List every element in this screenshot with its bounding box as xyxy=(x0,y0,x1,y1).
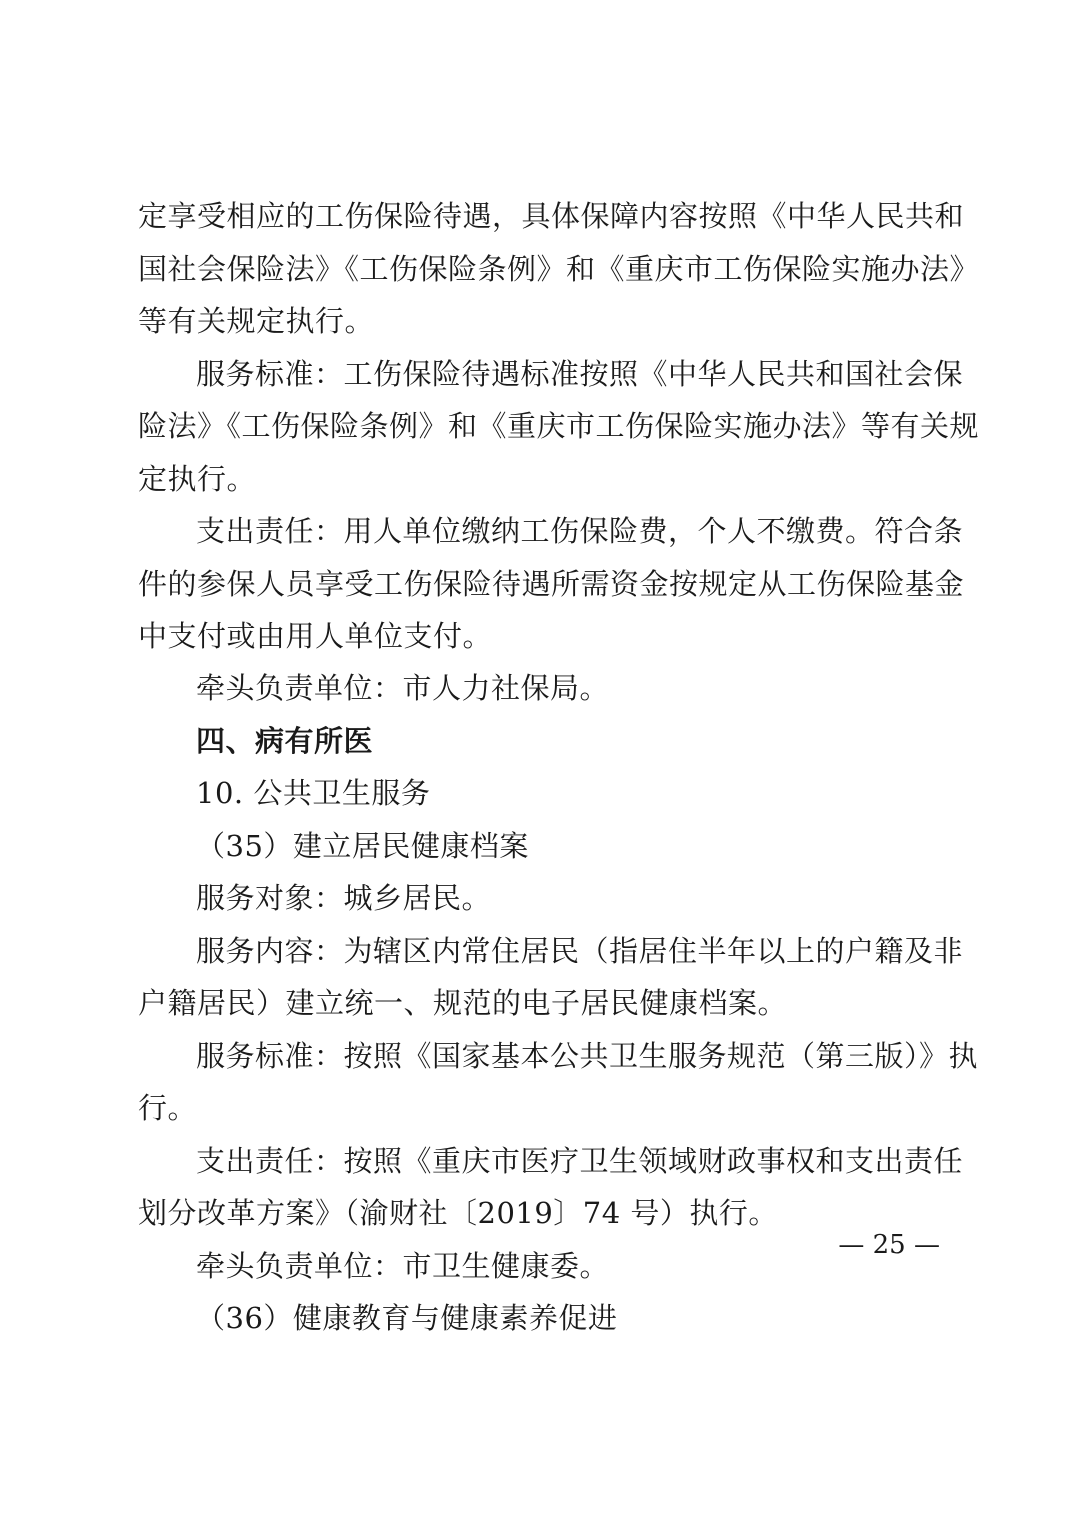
paragraph-line: 服务对象：城乡居民。 xyxy=(196,881,492,915)
paragraph-line: 中支付或由用人单位支付。 xyxy=(138,619,493,653)
paragraph-line: 牵头负责单位：市卫生健康委。 xyxy=(196,1249,610,1283)
paragraph-line: 行。 xyxy=(138,1091,198,1125)
paragraph-line: 险法》《工伤保险条例》和《重庆市工伤保险实施办法》等有关规 xyxy=(138,409,980,443)
paragraph-line: 件的参保人员享受工伤保险待遇所需资金按规定从工伤保险基金 xyxy=(138,567,965,601)
paragraph-line: 定享受相应的工伤保险待遇，具体保障内容按照《中华人民共和 xyxy=(138,199,965,233)
paragraph-line: 定执行。 xyxy=(138,462,257,496)
paragraph-line: 支出责任：用人单位缴纳工伤保险费，个人不缴费。符合条 xyxy=(196,514,964,548)
paragraph-line: 划分改革方案》（渝财社〔2019〕74 号）执行。 xyxy=(138,1196,778,1230)
paragraph-line: 国社会保险法》《工伤保险条例》和《重庆市工伤保险实施办法》 xyxy=(138,252,980,286)
paragraph-line: 牵头负责单位：市人力社保局。 xyxy=(196,671,610,705)
paragraph-line: 等有关规定执行。 xyxy=(138,304,375,338)
paragraph-line: 支出责任：按照《重庆市医疗卫生领域财政事权和支出责任 xyxy=(196,1144,964,1178)
paragraph-line: 服务内容：为辖区内常住居民（指居住半年以上的户籍及非 xyxy=(196,934,964,968)
item-title: （35）建立居民健康档案 xyxy=(196,829,529,863)
paragraph-line: 户籍居民）建立统一、规范的电子居民健康档案。 xyxy=(138,986,788,1020)
subsection-title: 10. 公共卫生服务 xyxy=(196,776,431,810)
paragraph-line: 服务标准：按照《国家基本公共卫生服务规范（第三版）》执 xyxy=(196,1039,979,1073)
page-number: — 25 — xyxy=(838,1230,940,1260)
paragraph-line: 服务标准：工伤保险待遇标准按照《中华人民共和国社会保 xyxy=(196,357,964,391)
section-heading: 四、病有所医 xyxy=(196,724,374,758)
item-title: （36）健康教育与健康素养促进 xyxy=(196,1301,618,1335)
